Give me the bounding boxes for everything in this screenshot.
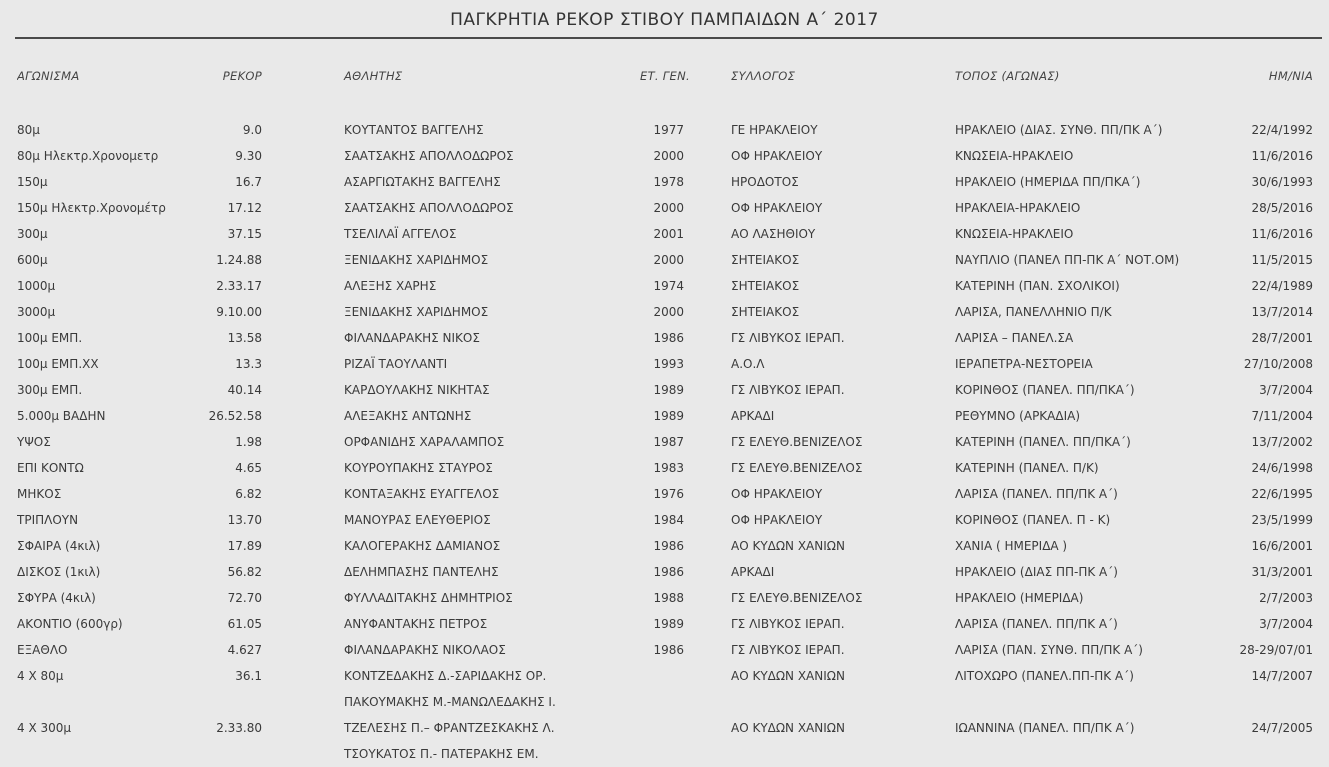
table-row [0,611,1329,637]
cell-place: ΗΡΑΚΛΕΙΑ-ΗΡΑΚΛΕΙΟ [955,201,1081,215]
cell-record: 9.10.00 [216,305,262,319]
cell-record: 16.7 [235,175,262,189]
cell-club: ΓΣ ΛΙΒΥΚΟΣ ΙΕΡΑΠ. [731,331,845,345]
cell-athlete [344,117,634,143]
cell-club: ΓΣ ΛΙΒΥΚΟΣ ΙΕΡΑΠ. [731,383,845,397]
cell-record: 9.0 [242,123,262,137]
cell-club: ΣΗΤΕΙΑΚΟΣ [731,253,800,267]
cell-athlete [344,637,634,663]
cell-athlete [344,377,634,403]
cell-date: 24/7/2005 [1251,721,1313,735]
cell-place: ΚΟΡΙΝΘΟΣ (ΠΑΝΕΛ. ΠΠ/ΠΚΑ΄) [955,383,1135,397]
cell-athlete [344,351,634,377]
cell-year: 1986 [653,539,684,553]
cell-club: ΓΣ ΕΛΕΥΘ.ΒΕΝΙΖΕΛΟΣ [731,435,863,449]
header-year: ΕΤ. ΓΕΝ. [640,69,690,83]
athlete-line: ΤΣΕΛΙΛΑΪ ΑΓΓΕΛΟΣ [344,227,457,241]
cell-athlete [344,325,634,351]
athlete-line: ΡΙΖΑΪ ΤΑΟΥΛΑΝΤΙ [344,357,448,371]
cell-year: 1984 [653,513,684,527]
cell-place: ΛΑΡΙΣΑ, ΠΑΝΕΛΛΗΝΙΟ Π/Κ [955,305,1112,319]
table-row [0,247,1329,273]
cell-date: 14/7/2007 [1251,669,1313,683]
cell-event: ΣΦΥΡΑ (4κιλ) [17,591,96,605]
table-row [0,403,1329,429]
cell-athlete [344,585,634,611]
cell-athlete [344,611,634,637]
cell-event: ΕΠΙ ΚΟΝΤΩ [17,461,84,475]
table-row [0,481,1329,507]
cell-club: ΓΕ ΗΡΑΚΛΕΙΟΥ [731,123,818,137]
cell-club: ΑΟ ΚΥΔΩΝ ΧΑΝΙΩΝ [731,539,845,553]
cell-place: ΛΑΡΙΣΑ – ΠΑΝΕΛ.ΣΑ [955,331,1074,345]
cell-record: 17.12 [227,201,262,215]
table-row [0,195,1329,221]
athlete-line: ΚΑΛΟΓΕΡΑΚΗΣ ΔΑΜΙΑΝΟΣ [344,539,501,553]
cell-club: ΟΦ ΗΡΑΚΛΕΙΟΥ [731,201,823,215]
table-row [0,325,1329,351]
cell-place: ΛΑΡΙΣΑ (ΠΑΝΕΛ. ΠΠ/ΠΚ Α΄) [955,617,1118,631]
cell-event: 4 Χ 80μ [17,669,64,683]
table-row [0,143,1329,169]
cell-club: ΓΣ ΛΙΒΥΚΟΣ ΙΕΡΑΠ. [731,643,845,657]
cell-record: 72.70 [227,591,262,605]
table-row [0,715,1329,767]
header-place: ΤΟΠΟΣ (ΑΓΩΝΑΣ) [955,69,1060,83]
cell-year: 1989 [653,617,684,631]
cell-event: 4 Χ 300μ [17,721,72,735]
cell-place: ΝΑΥΠΛΙΟ (ΠΑΝΕΛ ΠΠ-ΠΚ Α΄ ΝΟΤ.ΟΜ) [955,253,1180,267]
cell-place: ΚΝΩΣΕΙΑ-ΗΡΑΚΛΕΙΟ [955,227,1074,241]
cell-date: 2/7/2003 [1259,591,1313,605]
athlete-line: ΜΑΝΟΥΡΑΣ ΕΛΕΥΘΕΡΙΟΣ [344,513,491,527]
cell-club: ΗΡΟΔΟΤΟΣ [731,175,799,189]
cell-date: 11/6/2016 [1251,149,1313,163]
cell-place: ΚΑΤΕΡΙΝΗ (ΠΑΝ. ΣΧΟΛΙΚΟΙ) [955,279,1120,293]
cell-club: ΟΦ ΗΡΑΚΛΕΙΟΥ [731,487,823,501]
cell-year: 2001 [653,227,684,241]
cell-record: 1.24.88 [216,253,262,267]
cell-event: ΤΡΙΠΛΟΥΝ [17,513,79,527]
title-divider [15,37,1322,39]
athlete-line: ΚΟΥΤΑΝΤΟΣ ΒΑΓΓΕΛΗΣ [344,123,484,137]
athlete-line: ΣΑΑΤΣΑΚΗΣ ΑΠΟΛΛΟΔΩΡΟΣ [344,201,514,215]
table-row [0,559,1329,585]
cell-event: ΔΙΣΚΟΣ (1κιλ) [17,565,101,579]
cell-place: ΚΑΤΕΡΙΝΗ (ΠΑΝΕΛ. Π/Κ) [955,461,1099,475]
cell-athlete [344,455,634,481]
cell-place: ΗΡΑΚΛΕΙΟ (ΗΜΕΡΙΔΑ) [955,591,1084,605]
cell-year: 1987 [653,435,684,449]
cell-place: ΛΑΡΙΣΑ (ΠΑΝΕΛ. ΠΠ/ΠΚ Α΄) [955,487,1118,501]
cell-club: ΓΣ ΕΛΕΥΘ.ΒΕΝΙΖΕΛΟΣ [731,591,863,605]
cell-place: ΧΑΝΙΑ ( ΗΜΕΡΙΔΑ ) [955,539,1068,553]
cell-athlete [344,221,634,247]
cell-event: ΜΗΚΟΣ [17,487,62,501]
athlete-line: ΑΛΕΞΑΚΗΣ ΑΝΤΩΝΗΣ [344,409,472,423]
cell-event: 100μ ΕΜΠ.ΧΧ [17,357,99,371]
header-club: ΣΥΛΛΟΓΟΣ [731,69,796,83]
cell-place: ΛΙΤΟΧΩΡΟ (ΠΑΝΕΛ.ΠΠ-ΠΚ Α΄) [955,669,1134,683]
table-row [0,299,1329,325]
cell-date: 28/7/2001 [1251,331,1313,345]
cell-year: 1989 [653,409,684,423]
cell-event: 300μ [17,227,48,241]
cell-club: ΣΗΤΕΙΑΚΟΣ [731,305,800,319]
cell-club: ΟΦ ΗΡΑΚΛΕΙΟΥ [731,149,823,163]
athlete-line-2: ΠΑΚΟΥΜΑΚΗΣ Μ.-ΜΑΝΩΛΕΔΑΚΗΣ Ι. [344,695,556,709]
cell-athlete [344,533,634,559]
cell-club: ΓΣ ΛΙΒΥΚΟΣ ΙΕΡΑΠ. [731,617,845,631]
cell-athlete [344,663,634,715]
cell-club: ΑΟ ΛΑΣΗΘΙΟΥ [731,227,816,241]
cell-record: 13.70 [227,513,262,527]
table-row [0,637,1329,663]
cell-club: ΣΗΤΕΙΑΚΟΣ [731,279,800,293]
cell-event: 150μ [17,175,48,189]
cell-event: 600μ [17,253,48,267]
athlete-line: ΦΙΛΑΝΔΑΡΑΚΗΣ ΝΙΚΟΛΑΟΣ [344,643,506,657]
cell-year: 1986 [653,331,684,345]
cell-event: ΑΚΟΝΤΙΟ (600γρ) [17,617,123,631]
table-row [0,221,1329,247]
header-event: ΑΓΩΝΙΣΜΑ [17,69,80,83]
cell-event: 100μ ΕΜΠ. [17,331,83,345]
cell-year: 1974 [653,279,684,293]
cell-date: 28/5/2016 [1251,201,1313,215]
cell-date: 27/10/2008 [1243,357,1313,371]
cell-year: 1978 [653,175,684,189]
cell-club: ΓΣ ΕΛΕΥΘ.ΒΕΝΙΖΕΛΟΣ [731,461,863,475]
table-row [0,429,1329,455]
cell-athlete [344,273,634,299]
cell-club: ΑΡΚΑΔΙ [731,409,775,423]
cell-place: ΚΟΡΙΝΘΟΣ (ΠΑΝΕΛ. Π - Κ) [955,513,1111,527]
cell-record: 56.82 [227,565,262,579]
cell-event: ΥΨΟΣ [17,435,51,449]
cell-club: ΟΦ ΗΡΑΚΛΕΙΟΥ [731,513,823,527]
cell-record: 36.1 [235,669,262,683]
cell-place: ΗΡΑΚΛΕΙΟ (ΔΙΑΣ. ΣΥΝΘ. ΠΠ/ΠΚ Α΄) [955,123,1163,137]
table-row [0,351,1329,377]
cell-year: 1988 [653,591,684,605]
athlete-line: ΑΛΕΞΗΣ ΧΑΡΗΣ [344,279,437,293]
cell-club: ΑΟ ΚΥΔΩΝ ΧΑΝΙΩΝ [731,669,845,683]
cell-date: 13/7/2002 [1251,435,1313,449]
cell-year: 1976 [653,487,684,501]
cell-record: 6.82 [235,487,262,501]
cell-date: 22/6/1995 [1251,487,1313,501]
table-row [0,117,1329,143]
cell-athlete [344,403,634,429]
cell-club: ΑΡΚΑΔΙ [731,565,775,579]
athlete-line: ΚΟΝΤΖΕΔΑΚΗΣ Δ.-ΣΑΡΙΔΑΚΗΣ ΟΡ. [344,669,547,683]
cell-record: 26.52.58 [208,409,262,423]
cell-club: ΑΟ ΚΥΔΩΝ ΧΑΝΙΩΝ [731,721,845,735]
cell-record: 1.98 [235,435,262,449]
athlete-line: ΦΙΛΑΝΔΑΡΑΚΗΣ ΝΙΚΟΣ [344,331,480,345]
cell-date: 22/4/1992 [1251,123,1313,137]
header-record: ΡΕΚΟΡ [222,69,262,83]
cell-date: 7/11/2004 [1251,409,1313,423]
athlete-line: ΣΑΑΤΣΑΚΗΣ ΑΠΟΛΛΟΔΩΡΟΣ [344,149,514,163]
page-title: ΠΑΓΚΡΗΤΙΑ ΡΕΚΟΡ ΣΤΙΒΟΥ ΠΑΜΠΑΙΔΩΝ Α΄ 2017 [450,10,879,30]
cell-place: ΗΡΑΚΛΕΙΟ (ΗΜΕΡΙΔΑ ΠΠ/ΠΚΑ΄) [955,175,1141,189]
athlete-line: ΞΕΝΙΔΑΚΗΣ ΧΑΡΙΔΗΜΟΣ [344,253,489,267]
cell-date: 3/7/2004 [1259,383,1313,397]
header-date: ΗΜ/ΝΙΑ [1268,69,1313,83]
table-header [0,67,1329,85]
cell-club: Α.Ο.Λ [731,357,765,371]
cell-place: ΛΑΡΙΣΑ (ΠΑΝ. ΣΥΝΘ. ΠΠ/ΠΚ Α΄) [955,643,1143,657]
cell-year: 1989 [653,383,684,397]
athlete-line: ΑΝΥΦΑΝΤΑΚΗΣ ΠΕΤΡΟΣ [344,617,488,631]
cell-place: ΡΕΘΥΜΝΟ (ΑΡΚΑΔΙΑ) [955,409,1081,423]
cell-athlete [344,247,634,273]
cell-date: 31/3/2001 [1251,565,1313,579]
cell-date: 23/5/1999 [1251,513,1313,527]
athlete-line: ΔΕΛΗΜΠΑΣΗΣ ΠΑΝΤΕΛΗΣ [344,565,499,579]
cell-year: 1993 [653,357,684,371]
cell-place: ΚΑΤΕΡΙΝΗ (ΠΑΝΕΛ. ΠΠ/ΠΚΑ΄) [955,435,1131,449]
cell-event: 1000μ [17,279,56,293]
cell-event: 150μ Ηλεκτρ.Χρονομέτρ [17,201,166,215]
cell-athlete [344,559,634,585]
cell-year: 2000 [653,253,684,267]
table-row [0,455,1329,481]
cell-athlete [344,195,634,221]
cell-year: 2000 [653,201,684,215]
cell-event: 300μ ΕΜΠ. [17,383,83,397]
cell-athlete [344,169,634,195]
header-athlete: ΑΘΛΗΤΗΣ [344,69,403,83]
athlete-line-2: ΤΣΟΥΚΑΤΟΣ Π.- ΠΑΤΕΡΑΚΗΣ ΕΜ. [344,747,539,761]
table-row [0,273,1329,299]
cell-date: 30/6/1993 [1251,175,1313,189]
cell-record: 4.627 [227,643,262,657]
athlete-line: ΚΟΝΤΑΞΑΚΗΣ ΕΥΑΓΓΕΛΟΣ [344,487,500,501]
cell-event: 80μ [17,123,40,137]
cell-year: 2000 [653,149,684,163]
athlete-line: ΟΡΦΑΝΙΔΗΣ ΧΑΡΑΛΑΜΠΟΣ [344,435,505,449]
table-row [0,169,1329,195]
cell-event: 5.000μ ΒΑΔΗΝ [17,409,106,423]
table-row [0,507,1329,533]
cell-record: 40.14 [227,383,262,397]
cell-date: 28-29/07/01 [1239,643,1313,657]
table-row [0,377,1329,403]
cell-athlete [344,429,634,455]
cell-record: 2.33.80 [216,721,262,735]
cell-athlete [344,143,634,169]
athlete-line: ΞΕΝΙΔΑΚΗΣ ΧΑΡΙΔΗΜΟΣ [344,305,489,319]
table-row [0,533,1329,559]
athlete-line: ΑΣΑΡΓΙΩΤΑΚΗΣ ΒΑΓΓΕΛΗΣ [344,175,501,189]
cell-record: 13.58 [227,331,262,345]
cell-year: 1986 [653,565,684,579]
cell-date: 11/6/2016 [1251,227,1313,241]
cell-year: 2000 [653,305,684,319]
cell-record: 13.3 [235,357,262,371]
cell-athlete [344,299,634,325]
cell-year: 1983 [653,461,684,475]
cell-athlete [344,715,634,767]
cell-event: 3000μ [17,305,56,319]
athlete-line: ΦΥΛΛΑΔΙΤΑΚΗΣ ΔΗΜΗΤΡΙΟΣ [344,591,513,605]
cell-athlete [344,507,634,533]
cell-record: 9.30 [235,149,262,163]
table-row [0,663,1329,715]
cell-place: ΚΝΩΣΕΙΑ-ΗΡΑΚΛΕΙΟ [955,149,1074,163]
records-table [0,117,1329,767]
cell-date: 16/6/2001 [1251,539,1313,553]
cell-date: 22/4/1989 [1251,279,1313,293]
cell-place: ΙΕΡΑΠΕΤΡΑ-ΝΕΣΤΟΡΕΙΑ [955,357,1093,371]
athlete-line: ΚΟΥΡΟΥΠΑΚΗΣ ΣΤΑΥΡΟΣ [344,461,493,475]
cell-year: 1977 [653,123,684,137]
cell-place: ΙΩΑΝΝΙΝΑ (ΠΑΝΕΛ. ΠΠ/ΠΚ Α΄) [955,721,1135,735]
cell-record: 2.33.17 [216,279,262,293]
table-row [0,585,1329,611]
cell-year: 1986 [653,643,684,657]
cell-event: 80μ Ηλεκτρ.Χρονομετρ [17,149,159,163]
athlete-line: ΤΖΕΛΕΣΗΣ Π.– ΦΡΑΝΤΖΕΣΚΑΚΗΣ Λ. [344,721,555,735]
cell-record: 17.89 [227,539,262,553]
cell-place: ΗΡΑΚΛΕΙΟ (ΔΙΑΣ ΠΠ-ΠΚ Α΄) [955,565,1118,579]
cell-date: 13/7/2014 [1251,305,1313,319]
cell-record: 37.15 [227,227,262,241]
cell-event: ΣΦΑΙΡΑ (4κιλ) [17,539,101,553]
cell-record: 61.05 [227,617,262,631]
cell-event: ΕΞΑΘΛΟ [17,643,68,657]
cell-date: 3/7/2004 [1259,617,1313,631]
cell-record: 4.65 [235,461,262,475]
cell-date: 24/6/1998 [1251,461,1313,475]
athlete-line: ΚΑΡΔΟΥΛΑΚΗΣ ΝΙΚΗΤΑΣ [344,383,490,397]
cell-date: 11/5/2015 [1251,253,1313,267]
cell-athlete [344,481,634,507]
